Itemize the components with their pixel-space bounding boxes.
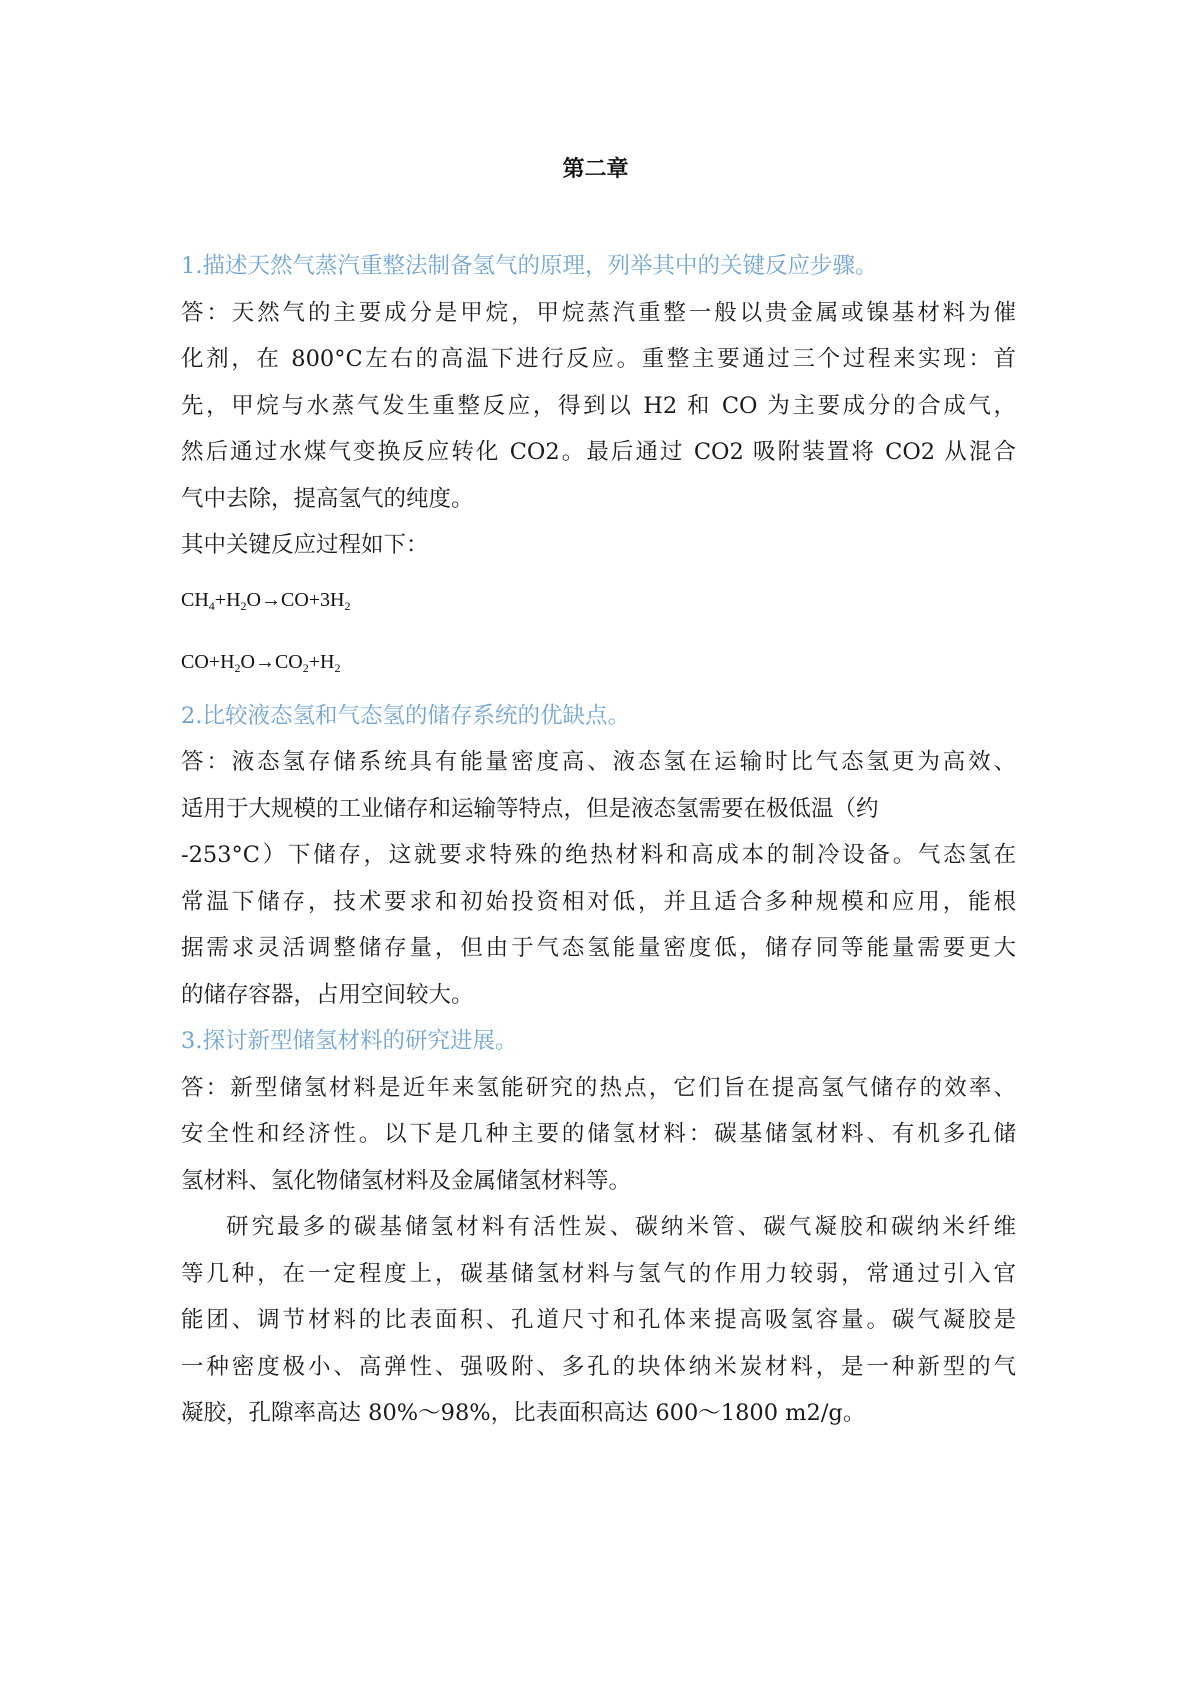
answer-2-line: -253°C）下储存，这就要求特殊的绝热材料和高成本的制冷设备。气态氢在 bbox=[181, 842, 1016, 868]
answer-2-line: 据需求灵活调整储存量，但由于气态氢能量密度低，储存同等能量需要更大 bbox=[181, 935, 1016, 961]
answer-3-line: 答：新型储氢材料是近年来氢能研究的热点，它们旨在提高氢气储存的效率、 bbox=[181, 1074, 1016, 1101]
question-2: 2.比较液态氢和气态氢的储存系统的优缺点。 bbox=[181, 702, 630, 729]
answer-2-line: 的储存容器，占用空间较大。 bbox=[181, 981, 474, 1008]
answer-2-line: 答：液态氢存储系统具有能量密度高、液态氢在运输时比气态氢更为高效、 bbox=[181, 749, 1016, 775]
question-1: 1.描述天然气蒸汽重整法制备氢气的原理，列举其中的关键反应步骤。 bbox=[181, 253, 878, 279]
answer-1-line: 先，甲烷与水蒸气发生重整反应，得到以 H2 和 CO 为主要成分的合成气， bbox=[181, 392, 1016, 419]
chapter-title: 第二章 bbox=[562, 157, 629, 182]
answer-3-line: 一种密度极小、高弹性、强吸附、多孔的块体纳米炭材料，是一种新型的气 bbox=[181, 1353, 1016, 1380]
answer-3-line: 氢材料、氢化物储氢材料及金属储氢材料等。 bbox=[181, 1167, 632, 1194]
answer-3-line: 研究最多的碳基储氢材料有活性炭、碳纳米管、碳气凝胶和碳纳米纤维 bbox=[226, 1214, 1016, 1240]
answer-3-line: 安全性和经济性。以下是几种主要的储氢材料：碳基储氢材料、有机多孔储 bbox=[181, 1121, 1016, 1147]
reaction-formula-1: $CH_4+H_2O\to CO+3H_2$ bbox=[181, 588, 351, 613]
answer-3-line: 能团、调节材料的比表面积、孔道尺寸和孔体来提高吸氢容量。碳气凝胶是 bbox=[181, 1307, 1016, 1333]
answer-1-line: 气中去除，提高氢气的纯度。 bbox=[181, 485, 474, 512]
question-3: 3.探讨新型储氢材料的研究进展。 bbox=[181, 1028, 518, 1054]
answer-3-line: 凝胶，孔隙率高达 80%～98%，比表面积高达 600～1800 m2/g。 bbox=[181, 1400, 866, 1426]
document-body bbox=[181, 243, 1016, 1437]
answer-1-line: 其中关键反应过程如下： bbox=[181, 532, 429, 558]
answer-3-line: 等几种，在一定程度上，碳基储氢材料与氢气的作用力较弱，常通过引入官 bbox=[181, 1260, 1016, 1287]
answer-2-line: 适用于大规模的工业储存和运输等特点，但是液态氢需要在极低温（约 bbox=[181, 795, 879, 822]
answer-2-line: 常温下储存，技术要求和初始投资相对低，并且适合多种规模和应用，能根 bbox=[181, 888, 1016, 915]
answer-1-line: 化剂，在 800°C左右的高温下进行反应。重整主要通过三个过程来实现：首 bbox=[181, 346, 1016, 372]
answer-1-line: 答：天然气的主要成分是甲烷，甲烷蒸汽重整一般以贵金属或镍基材料为催 bbox=[181, 299, 1016, 326]
answer-1-line: 然后通过水煤气变换反应转化 CO2。最后通过 CO2 吸附装置将 CO2 从混合 bbox=[181, 439, 1016, 465]
reaction-formula-2: $CO+H_2O\to CO_2+H_2$ bbox=[181, 650, 341, 675]
